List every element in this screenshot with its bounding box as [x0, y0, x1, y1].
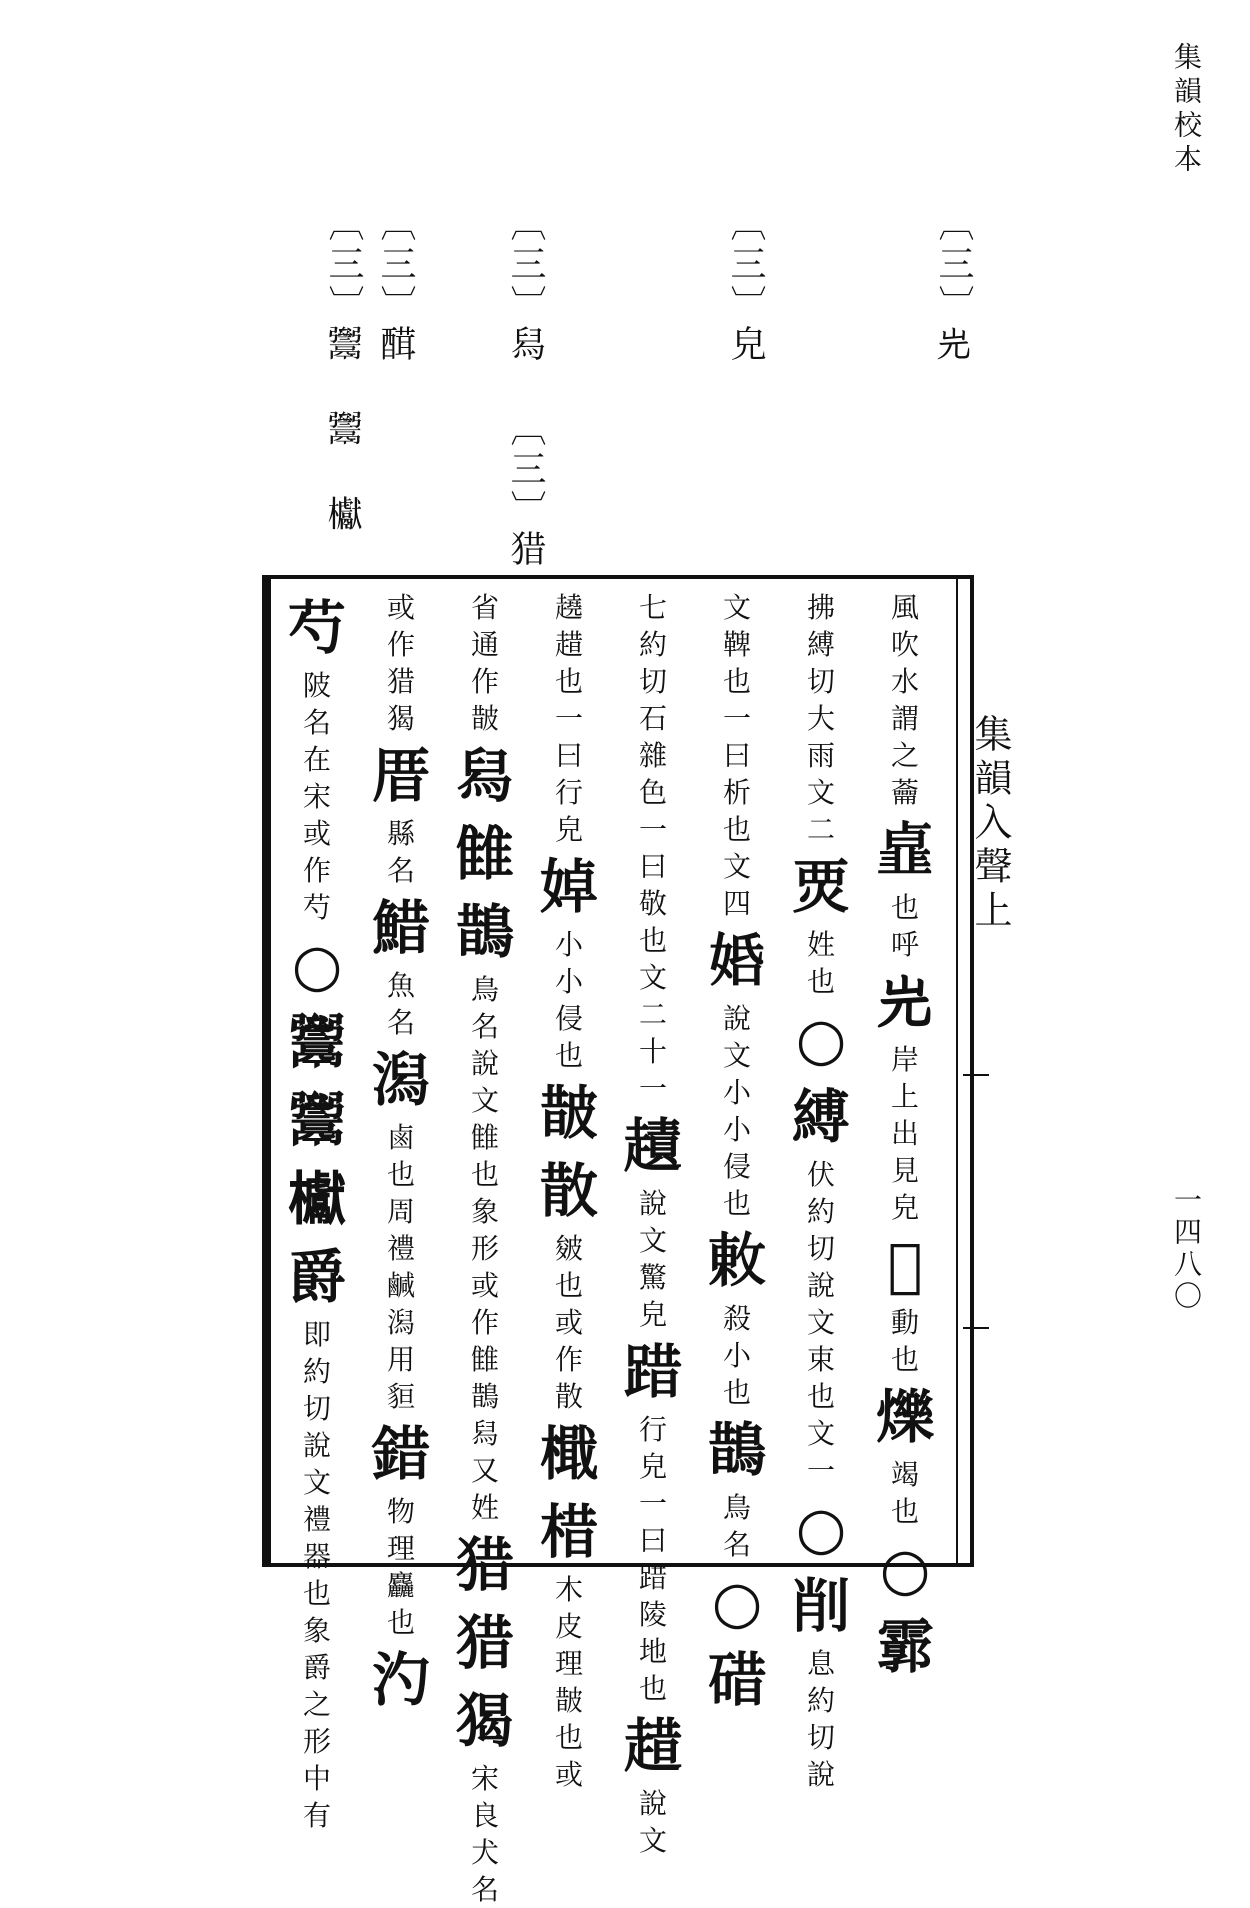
gloss: 犬 名 [470, 1836, 499, 1906]
gloss: 麤 也 [386, 1569, 415, 1639]
gloss: 雨 文 二 [806, 739, 835, 846]
text-column [535, 579, 603, 1791]
headword: 趞 [623, 1712, 682, 1780]
headword: 猎 [455, 1609, 514, 1677]
gloss: 竭 [890, 1458, 919, 1491]
gloss: 名 [386, 1006, 415, 1039]
gloss: 拂 縛 切 大 [806, 591, 835, 735]
headword: 𩱥 [287, 1087, 346, 1155]
gloss: 風 吹 水 [890, 591, 919, 698]
collation-note: 〔三〕舄 〔三〕猎 [505, 205, 546, 570]
headword: 𣡌 [287, 1165, 346, 1233]
gloss: 宋 良 [470, 1762, 499, 1832]
headword: 𨅾 [887, 1231, 923, 1299]
gloss: 七 約 切 石 雜 色 一 [638, 591, 667, 846]
gloss: 息 約 [806, 1647, 835, 1717]
collation-note: 〔三〕䤊 [375, 205, 416, 365]
gloss: 見 皃 [890, 1154, 919, 1224]
page-number: 一四八〇 [1170, 1185, 1203, 1313]
collation-note: 〔三〕𡵉 [933, 205, 974, 365]
headword: 厝 [371, 742, 430, 810]
gloss: 也 象 爵 之 形 中 有 [302, 1577, 331, 1832]
gloss: 趬 趞 也 一 [554, 591, 583, 735]
gloss: 或 作 芍 [302, 817, 331, 924]
gloss: 說 文 [638, 1187, 667, 1257]
headword: 𩱥 [287, 1009, 346, 1077]
headword: 爵 [287, 1243, 346, 1311]
headword: 𢽬 [707, 1227, 766, 1295]
headword: 䙳 [791, 853, 850, 921]
gloss: 名 [722, 1528, 751, 1561]
headword: ○ [879, 1535, 931, 1603]
headword: 潟 [371, 1046, 430, 1114]
gloss: 省 通 [470, 591, 499, 661]
headword: ○ [795, 1005, 847, 1073]
gloss: 文 鞞 也 一 曰 [722, 591, 751, 772]
headword: 碏 [707, 1646, 766, 1714]
text-column [451, 579, 519, 1906]
gloss: 也 呼 [890, 891, 919, 961]
gloss: 行 皃 一 曰 [638, 1413, 667, 1557]
headword: 𡵉 [875, 968, 934, 1036]
headword: ○ [291, 931, 343, 999]
headword: 𩐃 [875, 816, 934, 884]
gloss: 驚 皃 [638, 1261, 667, 1331]
headword: 錯 [371, 1420, 430, 1488]
headword: 䟄 [623, 1112, 682, 1180]
collation-note: 〔三〕皃 [725, 205, 766, 365]
headword: 舄 [455, 742, 514, 810]
gloss: 陂 名 在 宋 [302, 669, 331, 813]
running-head: 集韻校本 [1170, 42, 1203, 178]
gloss: 小 小 [554, 928, 583, 998]
collation-note: 〔三〕𩱥 𩱥 𣡌 [323, 205, 364, 535]
gloss: 名 [386, 854, 415, 887]
headword: 䱜 [371, 894, 430, 962]
headword: 削 [791, 1572, 850, 1640]
headword: 棤 [539, 1498, 598, 1566]
headword: 鵲 [707, 1416, 766, 1484]
text-column [787, 579, 855, 1791]
headword: ○ [711, 1568, 763, 1636]
headword: 鵲 [455, 898, 514, 966]
headword: 雔 [455, 820, 514, 888]
headword: 檝 [539, 1420, 598, 1488]
text-column [703, 579, 771, 1714]
text-column [283, 579, 351, 1832]
headword: 爍 [875, 1383, 934, 1451]
gloss: 岸 上 出 [890, 1043, 919, 1150]
gloss: 魚 [386, 969, 415, 1002]
gloss: 或 作 [386, 591, 415, 661]
headword: ○ [795, 1494, 847, 1562]
gloss: 鳥 名 說 文 雔 也 象 形 [470, 973, 499, 1265]
gloss: 也 [890, 1495, 919, 1528]
gloss: 動 [890, 1306, 919, 1339]
headword: 𡜶 [707, 927, 766, 995]
gloss: 物 理 [386, 1495, 415, 1565]
gloss: 即 約 切 說 文 禮 器 [302, 1318, 331, 1573]
gloss: 曰 敬 也 文 二 十 一 [638, 850, 667, 1105]
band-title: 集韻入聲上 [968, 714, 1012, 934]
gloss: 切 說 [806, 1721, 835, 1791]
gloss: 也 [890, 1343, 919, 1376]
gloss: 束 也 文 一 [806, 1343, 835, 1487]
gloss: 侵 也 [554, 1002, 583, 1072]
headword: 散 [539, 1157, 598, 1225]
headword: 皵 [539, 1079, 598, 1147]
gloss: 踖 陵 地 也 [638, 1561, 667, 1705]
gloss: 皵 也 或 [554, 1684, 583, 1791]
text-column [367, 579, 435, 1714]
gloss: 曰 行 皃 [554, 739, 583, 846]
gloss: 皴 也 或 [554, 1232, 583, 1339]
gloss: 殺 小 [722, 1302, 751, 1372]
gloss: 或 作 雔 鵲 舄 又 姓 [470, 1269, 499, 1524]
headword: 踖 [623, 1338, 682, 1406]
gloss: 小 侵 也 [722, 1113, 751, 1220]
gloss: 縣 [386, 817, 415, 850]
gloss: 也 [806, 965, 835, 998]
band-tick [963, 1074, 989, 1076]
gloss: 析 也 文 四 [722, 776, 751, 920]
gloss: 鹵 也 周 禮 [386, 1121, 415, 1265]
gloss: 鹹 潟 用 貆 [386, 1269, 415, 1413]
headword: 芍 [287, 594, 346, 662]
gloss: 猎 猲 [386, 665, 415, 735]
headword: 縛 [791, 1083, 850, 1151]
gloss: 姓 [806, 928, 835, 961]
gloss: 伏 約 切 說 文 [806, 1158, 835, 1339]
band-rule [956, 579, 958, 1563]
gloss: 文 [638, 1824, 667, 1857]
gloss: 木 皮 理 [554, 1573, 583, 1680]
gloss: 鳥 [722, 1491, 751, 1524]
band-tick [963, 1327, 989, 1329]
headword: 霩 [875, 1613, 934, 1681]
text-column [871, 579, 939, 1681]
gloss: 也 [722, 1376, 751, 1409]
gloss: 說 [638, 1787, 667, 1820]
gloss: 作 皵 [470, 665, 499, 735]
headword: 猲 [455, 1687, 514, 1755]
headword: 猎 [455, 1531, 514, 1599]
gloss: 謂 之 蘥 [890, 702, 919, 809]
text-frame [262, 575, 1012, 1906]
text-column [619, 579, 687, 1857]
headword: 汋 [371, 1646, 430, 1714]
headword: 婥 [539, 853, 598, 921]
gloss: 作 散 [554, 1343, 583, 1413]
gloss: 說 文 小 [722, 1002, 751, 1109]
